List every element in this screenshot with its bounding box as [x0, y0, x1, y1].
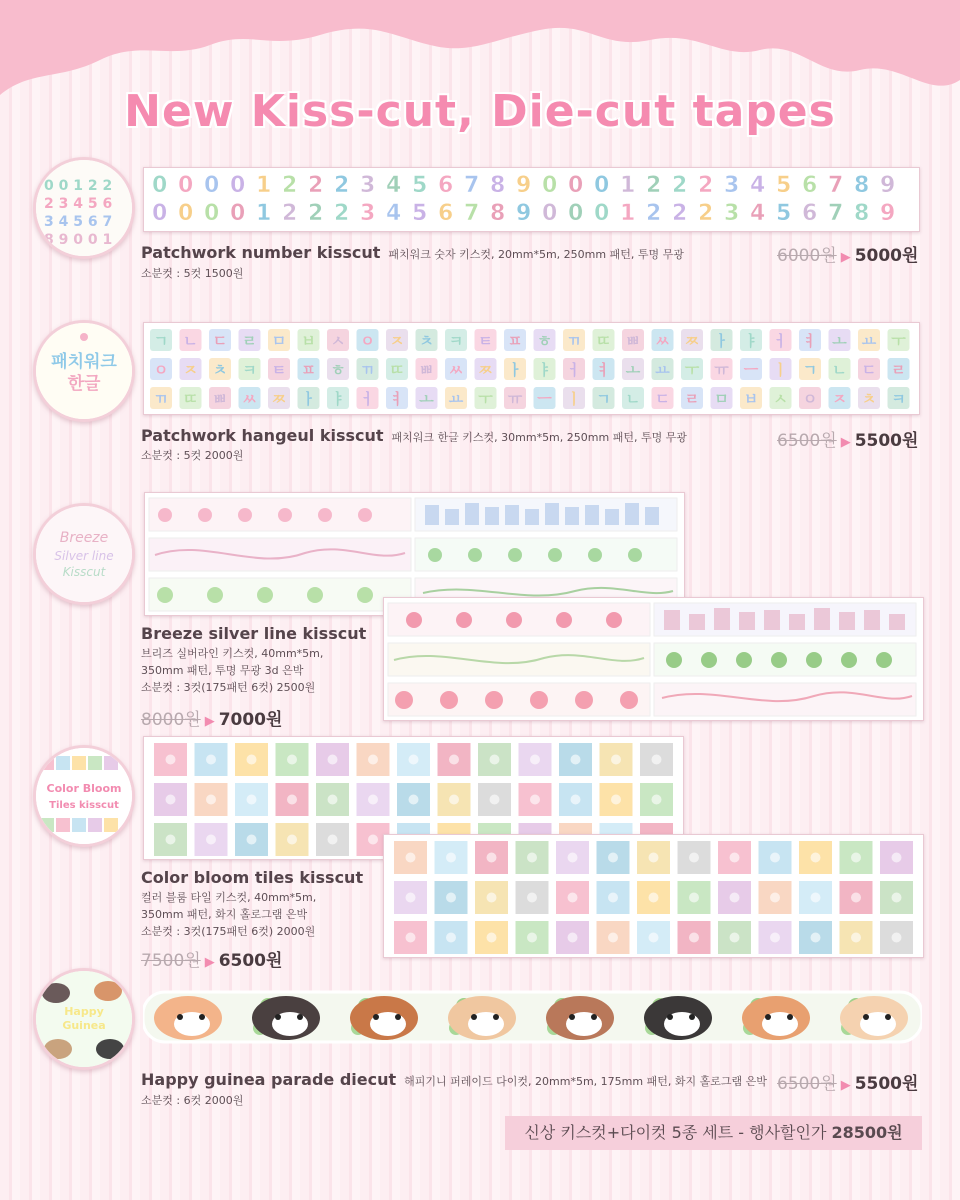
old-price: 6000원 — [777, 246, 837, 266]
sale-price: 7000원 — [218, 710, 283, 730]
svg-text:ㄴ: ㄴ — [183, 332, 198, 350]
product-description: 브리즈 실버라인 키스컷, 40mm*5m, 350mm 패턴, 투명 무광 3d 은박 소분컷 : 3컷(175패턴 6컷) 2500원 — [141, 647, 324, 694]
product-roll-image[interactable] — [33, 157, 135, 259]
svg-text:0 0 1 2 2: 0 0 1 2 2 — [44, 178, 113, 194]
old-price: 7500원 — [141, 951, 201, 971]
svg-text:ㄴ: ㄴ — [832, 361, 847, 379]
svg-text:ㅗ: ㅗ — [419, 390, 434, 408]
svg-text:0: 0 — [230, 173, 246, 198]
svg-text:3: 3 — [360, 173, 376, 198]
svg-text:Color Bloom: Color Bloom — [46, 782, 122, 795]
svg-text:ㄹ: ㄹ — [684, 390, 700, 408]
svg-text:ㅁ: ㅁ — [271, 332, 287, 350]
svg-text:9: 9 — [880, 201, 896, 226]
product-split-price: 소분컷 : 3컷(175패턴 6컷) 2500원 — [141, 681, 316, 694]
svg-text:ㅕ: ㅕ — [596, 361, 611, 379]
product-split-price: 소분컷 : 5컷 2000원 — [141, 449, 244, 462]
product-tape-sheet[interactable] — [383, 597, 924, 721]
svg-text:ㅍ: ㅍ — [301, 361, 316, 379]
set-discount-banner: 신상 키스컷+다이컷 5종 세트 - 행사할인가 28500원 — [505, 1116, 922, 1150]
svg-text:8: 8 — [490, 201, 506, 226]
product-split-price: 소분컷 : 6컷 2000원 — [141, 1094, 244, 1107]
svg-text:ㅛ: ㅛ — [448, 390, 464, 408]
svg-text:ㄸ: ㄸ — [389, 361, 405, 379]
svg-text:7: 7 — [828, 173, 844, 198]
old-price: 6500원 — [777, 431, 837, 451]
sale-price: 6500원 — [218, 951, 283, 971]
svg-text:ㅎ: ㅎ — [537, 332, 552, 350]
svg-text:ㅈ: ㅈ — [183, 361, 198, 379]
svg-text:0: 0 — [152, 173, 168, 198]
svg-text:8: 8 — [490, 173, 506, 198]
svg-text:ㅕ: ㅕ — [802, 332, 818, 350]
arrow-right-icon: ▶ — [204, 955, 215, 970]
svg-text:ㅗ: ㅗ — [832, 332, 847, 350]
svg-text:ㅇ: ㅇ — [360, 332, 375, 350]
svg-text:5: 5 — [412, 173, 428, 198]
svg-text:ㅃ: ㅃ — [419, 361, 434, 379]
svg-text:ㄹ: ㄹ — [891, 361, 906, 379]
svg-text:Tiles kisscut: Tiles kisscut — [49, 800, 119, 811]
svg-text:5: 5 — [776, 173, 792, 198]
svg-text:ㅆ: ㅆ — [242, 390, 257, 408]
svg-text:ㅗ: ㅗ — [625, 361, 641, 379]
svg-text:2: 2 — [308, 201, 324, 226]
svg-text:1: 1 — [256, 173, 272, 198]
svg-text:Guinea: Guinea — [62, 1019, 106, 1032]
sale-price: 5000원 — [854, 246, 919, 266]
svg-text:ㅉ: ㅉ — [478, 361, 493, 379]
svg-text:ㄲ: ㄲ — [360, 361, 375, 379]
svg-text:ㅡ: ㅡ — [743, 361, 759, 379]
product-tape-strip[interactable] — [143, 167, 920, 232]
arrow-right-icon: ▶ — [840, 250, 851, 265]
svg-text:ㅠ: ㅠ — [714, 361, 729, 379]
svg-text:ㅌ: ㅌ — [271, 361, 287, 379]
arrow-right-icon: ▶ — [204, 714, 215, 729]
svg-text:ㄹ: ㄹ — [242, 332, 257, 350]
svg-text:ㅋ: ㅋ — [891, 390, 906, 408]
product-description: 해피기니 퍼레이드 다이컷, 20mm*5m, 175mm 패턴, 화지 홀로그램 은박 — [404, 1075, 767, 1088]
svg-text:ㅊ: ㅊ — [861, 390, 877, 408]
svg-text:3: 3 — [360, 201, 376, 226]
svg-text:ㅅ: ㅅ — [773, 390, 788, 408]
product-description: 패치워크 한글 키스컷, 30mm*5m, 250mm 패턴, 투명 무광 — [391, 431, 687, 444]
svg-text:2: 2 — [334, 201, 350, 226]
svg-text:ㅋ: ㅋ — [242, 361, 257, 379]
svg-text:2: 2 — [646, 173, 662, 198]
svg-text:ㅆ: ㅆ — [448, 361, 464, 379]
svg-text:9: 9 — [880, 173, 896, 198]
product-name: Color bloom tiles kisscut — [141, 868, 364, 887]
svg-text:ㄱ: ㄱ — [596, 390, 611, 408]
svg-text:ㅠ: ㅠ — [507, 390, 523, 408]
svg-text:6: 6 — [802, 173, 818, 198]
svg-text:ㅡ: ㅡ — [537, 390, 552, 408]
svg-text:8: 8 — [854, 201, 870, 226]
svg-text:ㅈ: ㅈ — [832, 390, 847, 408]
svg-text:9: 9 — [516, 201, 532, 226]
product-roll-image[interactable] — [33, 745, 135, 847]
svg-text:0: 0 — [178, 201, 194, 226]
product-roll-image[interactable] — [33, 968, 135, 1070]
svg-text:0: 0 — [568, 173, 584, 198]
svg-text:6: 6 — [438, 201, 454, 226]
product-price — [141, 946, 282, 971]
svg-text:5: 5 — [776, 201, 792, 226]
svg-text:ㅏ: ㅏ — [507, 361, 523, 379]
svg-text:한글: 한글 — [67, 374, 101, 394]
svg-text:0: 0 — [178, 173, 194, 198]
svg-text:ㄱ: ㄱ — [153, 332, 169, 350]
svg-text:0: 0 — [594, 173, 610, 198]
svg-text:2: 2 — [672, 173, 688, 198]
svg-text:1: 1 — [256, 201, 272, 226]
svg-text:ㅆ: ㅆ — [655, 332, 670, 350]
svg-text:6: 6 — [802, 201, 818, 226]
svg-text:0: 0 — [542, 173, 558, 198]
svg-text:ㅎ: ㅎ — [330, 361, 346, 379]
svg-text:ㅈ: ㅈ — [389, 332, 405, 350]
svg-text:ㅣ: ㅣ — [566, 390, 582, 408]
svg-text:ㄷ: ㄷ — [655, 390, 670, 408]
svg-text:2: 2 — [334, 173, 350, 198]
svg-text:0: 0 — [152, 201, 168, 226]
svg-text:ㅊ: ㅊ — [212, 361, 228, 379]
svg-text:0: 0 — [204, 201, 220, 226]
svg-text:ㅃ: ㅃ — [212, 390, 228, 408]
svg-text:ㅉ: ㅉ — [271, 390, 287, 408]
svg-text:Breeze: Breeze — [59, 530, 109, 546]
svg-text:ㅑ: ㅑ — [743, 332, 759, 350]
product-split-price: 소분컷 : 3컷(175패턴 6컷) 2000원 — [141, 925, 316, 938]
svg-text:4: 4 — [386, 201, 402, 226]
product-roll-image[interactable] — [33, 503, 135, 605]
svg-text:ㅇ: ㅇ — [802, 390, 818, 408]
svg-text:3: 3 — [724, 201, 740, 226]
svg-text:Kisscut: Kisscut — [62, 565, 106, 579]
svg-text:8 9 0 0 1: 8 9 0 0 1 — [44, 232, 113, 248]
product-price — [777, 1069, 918, 1094]
svg-text:ㄷ: ㄷ — [212, 332, 228, 350]
product-roll-image[interactable] — [33, 320, 135, 422]
svg-text:ㅌ: ㅌ — [478, 332, 493, 350]
svg-text:Happy: Happy — [64, 1005, 104, 1018]
product-price — [141, 705, 282, 730]
svg-text:2: 2 — [672, 201, 688, 226]
svg-text:ㅇ: ㅇ — [153, 361, 169, 379]
svg-text:ㅓ: ㅓ — [566, 361, 582, 379]
svg-text:0: 0 — [204, 173, 220, 198]
svg-text:0: 0 — [594, 201, 610, 226]
svg-text:Silver line: Silver line — [54, 549, 114, 563]
product-description: 컬러 블룸 타일 키스컷, 40mm*5m, 350mm 패턴, 화지 홀로그램 은박 소분컷 : 3컷(175패턴 6컷) 2000원 — [141, 891, 317, 938]
svg-text:6: 6 — [438, 173, 454, 198]
svg-text:4: 4 — [750, 201, 766, 226]
product-tape-strip[interactable] — [143, 984, 922, 1050]
svg-text:7: 7 — [828, 201, 844, 226]
svg-text:4: 4 — [386, 173, 402, 198]
product-description: 패치워크 숫자 키스컷, 20mm*5m, 250mm 패턴, 투명 무광 — [388, 248, 684, 261]
svg-text:2: 2 — [698, 201, 714, 226]
svg-text:ㄸ: ㄸ — [596, 332, 611, 350]
svg-text:8: 8 — [854, 173, 870, 198]
svg-text:3 4 5 6 7: 3 4 5 6 7 — [44, 214, 113, 230]
svg-text:ㅊ: ㅊ — [419, 332, 434, 350]
svg-text:ㅏ: ㅏ — [301, 390, 316, 408]
product-name: Breeze silver line kisscut — [141, 624, 367, 643]
svg-text:ㅜ: ㅜ — [891, 332, 906, 350]
svg-text:ㅑ: ㅑ — [330, 390, 346, 408]
svg-text:ㅉ: ㅉ — [684, 332, 700, 350]
svg-text:ㅍ: ㅍ — [507, 332, 523, 350]
svg-text:ㅂ: ㅂ — [301, 332, 316, 350]
svg-text:2: 2 — [282, 173, 298, 198]
svg-text:패치워크: 패치워크 — [51, 352, 117, 372]
arrow-right-icon: ▶ — [840, 435, 851, 450]
svg-text:ㅁ: ㅁ — [714, 390, 729, 408]
svg-text:ㅃ: ㅃ — [625, 332, 641, 350]
svg-text:ㅓ: ㅓ — [773, 332, 788, 350]
svg-text:ㅓ: ㅓ — [360, 390, 375, 408]
svg-text:ㅕ: ㅕ — [389, 390, 405, 408]
product-split-price: 소분컷 : 5컷 1500원 — [141, 267, 244, 280]
svg-text:ㅏ: ㅏ — [714, 332, 729, 350]
old-price: 8000원 — [141, 710, 201, 730]
svg-text:ㄲ: ㄲ — [153, 390, 169, 408]
svg-text:ㅣ: ㅣ — [773, 361, 788, 379]
set-price: 28500원 — [831, 1123, 903, 1142]
svg-text:ㄱ: ㄱ — [802, 361, 818, 379]
svg-text:0: 0 — [542, 201, 558, 226]
svg-text:1: 1 — [620, 173, 636, 198]
old-price: 6500원 — [777, 1074, 837, 1094]
svg-text:ㄲ: ㄲ — [566, 332, 582, 350]
svg-text:9: 9 — [516, 173, 532, 198]
svg-text:2: 2 — [698, 173, 714, 198]
svg-text:2: 2 — [308, 173, 324, 198]
page-title: New Kiss-cut, Die-cut tapes — [124, 86, 836, 137]
product-tape-strip[interactable] — [143, 322, 920, 415]
product-name: Patchwork hangeul kisscut 패치워크 한글 키스컷, 30mm*5m, 250mm 패턴, 투명 무광 — [141, 426, 687, 445]
svg-text:2: 2 — [282, 201, 298, 226]
svg-text:7: 7 — [464, 173, 480, 198]
svg-text:1: 1 — [620, 201, 636, 226]
svg-text:5: 5 — [412, 201, 428, 226]
svg-text:4: 4 — [750, 173, 766, 198]
product-name: Patchwork number kisscut 패치워크 숫자 키스컷, 20mm*5m, 250mm 패턴, 투명 무광 — [141, 243, 684, 262]
svg-text:3: 3 — [724, 173, 740, 198]
svg-text:ㅅ: ㅅ — [330, 332, 346, 350]
svg-text:0: 0 — [568, 201, 584, 226]
sale-price: 5500원 — [854, 431, 919, 451]
sale-price: 5500원 — [854, 1074, 919, 1094]
svg-text:2 3 4 5 6: 2 3 4 5 6 — [44, 196, 113, 212]
svg-text:7: 7 — [464, 201, 480, 226]
product-price — [777, 241, 918, 266]
product-tape-sheet[interactable] — [383, 834, 924, 958]
svg-text:ㅑ: ㅑ — [537, 361, 552, 379]
svg-text:ㅋ: ㅋ — [448, 332, 464, 350]
arrow-right-icon: ▶ — [840, 1078, 851, 1093]
svg-text:ㅜ: ㅜ — [478, 390, 493, 408]
svg-text:ㅛ: ㅛ — [655, 361, 670, 379]
product-name: Happy guinea parade diecut 해피기니 퍼레이드 다이컷, 20mm*5m, 175mm 패턴, 화지 홀로그램 은박 — [141, 1070, 767, 1089]
svg-text:0: 0 — [230, 201, 246, 226]
svg-text:ㅜ: ㅜ — [684, 361, 700, 379]
svg-text:ㅂ: ㅂ — [743, 390, 759, 408]
svg-text:ㄷ: ㄷ — [861, 361, 877, 379]
svg-text:ㄸ: ㄸ — [183, 390, 198, 408]
svg-text:ㄴ: ㄴ — [625, 390, 641, 408]
svg-text:2: 2 — [646, 201, 662, 226]
svg-text:ㅛ: ㅛ — [861, 332, 877, 350]
product-price — [777, 426, 918, 451]
